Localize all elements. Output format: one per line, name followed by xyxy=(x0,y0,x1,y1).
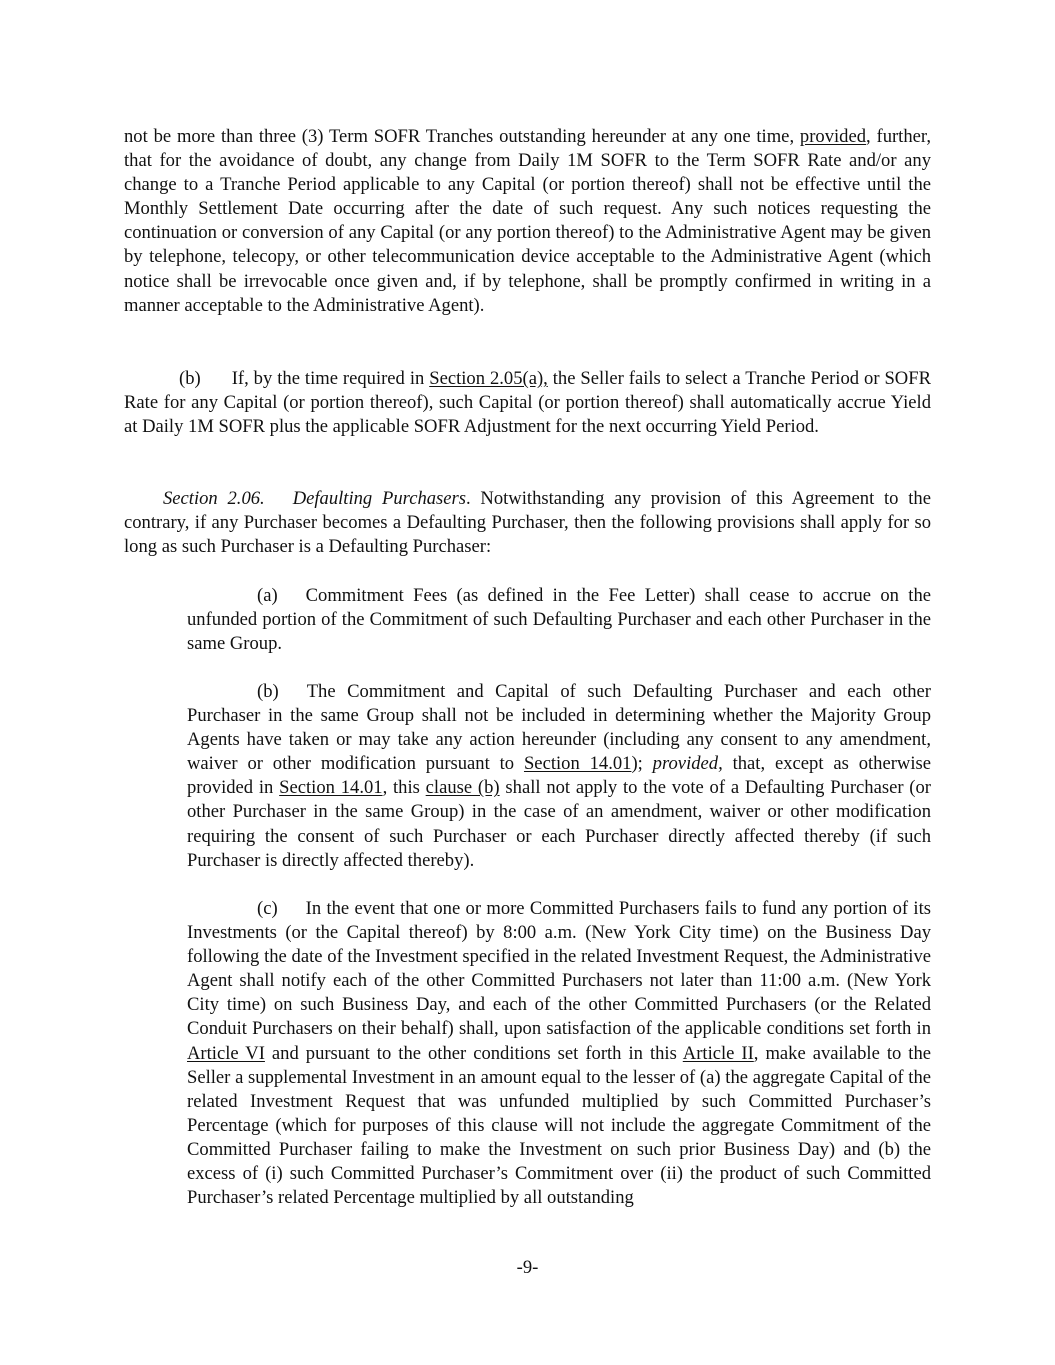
paragraph-b-text-1: If, by the time required in xyxy=(231,368,430,389)
clause-a-text: Commitment Fees (as defined in the Fee Letter) shall cease to accrue on the unfunded portion of the Commitment of such Defaulting Purchaser and each other Purchaser in the same Group. xyxy=(187,585,931,655)
article-ii-link[interactable]: Article II xyxy=(682,1042,754,1064)
clause-c-text-3: , make available to the Seller a supplemental Investment in an amount equal to the lesser of (a) the aggregate Capital of the related Investment Request that was unfunded multiplied by such Committed Purchaser’s Percentage (which for purposes of this clause will not include the aggregate Commitment of the Committed Purchaser failing to make the Investment on such prior Business Day) and (b) the excess of (i) such Committed Purchaser’s Commitment over (ii) the product of such Committed Purchaser’s related Percentage multiplied by all outstanding xyxy=(187,1042,932,1209)
provided-term: provided xyxy=(799,126,867,147)
paragraph-b-text-2: the Seller fails to select a Tranche Period or SOFR Rate for any Capital (or portion thereof), such Capital (or portion thereof) shall automatically accrue Yield at Daily 1M SOFR plus the applicable SOFR Adjustment for the next occurring Yield Period. xyxy=(124,368,931,438)
section-1401-link-2[interactable]: Section 14.01 xyxy=(279,777,383,799)
clause-b-text-3: that, except as otherwise provided in xyxy=(187,753,932,799)
intro-text-1: not be more than three (3) Term SOFR Tranches outstanding hereunder at any one time, xyxy=(124,126,800,147)
paragraph-b-label: (b) xyxy=(179,368,201,389)
intro-paragraph xyxy=(124,125,931,318)
section-206-title: Defaulting Purchasers xyxy=(292,488,466,509)
clause-b-text-1: The Commitment and Capital of such Defaulting Purchaser and each other Purchaser in the same Group shall not be included in determining whether the Majority Group Agents have taken or may take any action hereunder (including any consent to any amendment, waiver or other modification pursuant to xyxy=(187,681,931,775)
clause-a-label: (a) xyxy=(257,585,278,606)
clause-a-paragraph xyxy=(187,584,931,656)
clause-c-text-2: and pursuant to the other conditions set forth in this xyxy=(264,1042,683,1064)
clause-c-paragraph xyxy=(187,897,931,1210)
clause-b-text-5: shall not apply to the vote of a Defaulting Purchaser (or other Purchaser in the same Group) in the case of an amendment, waiver or other modification requiring the consent of such Purchaser or each Purchaser directly affected thereby (if such Purchaser is directly affected thereby). xyxy=(187,777,931,871)
clause-c-text-1: In the event that one or more Committed Purchasers fails to fund any portion of its Investments (or the Capital thereof) by 8:00 a.m. (New York City time) on the Business Day following the date of the Investment specified in the related Investment Request, the Administrative Agent shall notify each of the other Committed Purchasers not later than 11:00 a.m. (New York City time) on such Business Day, and each of the other Committed Purchasers (or the Related Conduit Purchasers on their behalf) shall, upon satisfaction of the applicable conditions set forth in xyxy=(187,898,931,1040)
paragraph-b-tranche xyxy=(124,367,931,439)
clause-b-paragraph xyxy=(187,680,931,873)
clause-b-text-4: , this xyxy=(382,777,426,799)
section-206-body: . Notwithstanding any provision of this Agreement to the contrary, if any Purchaser becomes a Defaulting Purchaser, then the following provisions shall apply for so long as such Purchaser is a Defaulting Purchaser: xyxy=(124,488,931,558)
section-206-number: Section 2.06. xyxy=(163,488,265,509)
clause-b-link[interactable]: clause (b) xyxy=(425,777,500,799)
intro-text-2: , further, that for the avoidance of doubt, any change from Daily 1M SOFR to the Term SOFR Rate and/or any change to a Tranche Period applicable to any Capital (or portion thereof) shall not be effective until the Monthly Settlement Date occurring after the date of such request. Any such notices requesting the continuation or conversion of any Capital (or any portion thereof) to the Administrative Agent may be given by telephone, telecopy, or other telecommunication device acceptable to the Administrative Agent (which notice shall be irrevocable once given and, if by telephone, shall be promptly confirmed in writing in a manner acceptable to the Administrative Agent). xyxy=(124,126,931,316)
provided-italic: provided, xyxy=(652,753,723,775)
page-number: -9- xyxy=(516,1257,539,1278)
section-205a-link[interactable]: Section 2.05(a), xyxy=(429,368,548,389)
clause-c-label: (c) xyxy=(257,898,278,919)
clause-b-text-2: ); xyxy=(631,753,653,775)
section-206-paragraph xyxy=(124,487,931,559)
article-vi-link[interactable]: Article VI xyxy=(187,1042,265,1064)
clause-b-label: (b) xyxy=(257,681,279,702)
section-1401-link[interactable]: Section 14.01 xyxy=(523,753,632,775)
